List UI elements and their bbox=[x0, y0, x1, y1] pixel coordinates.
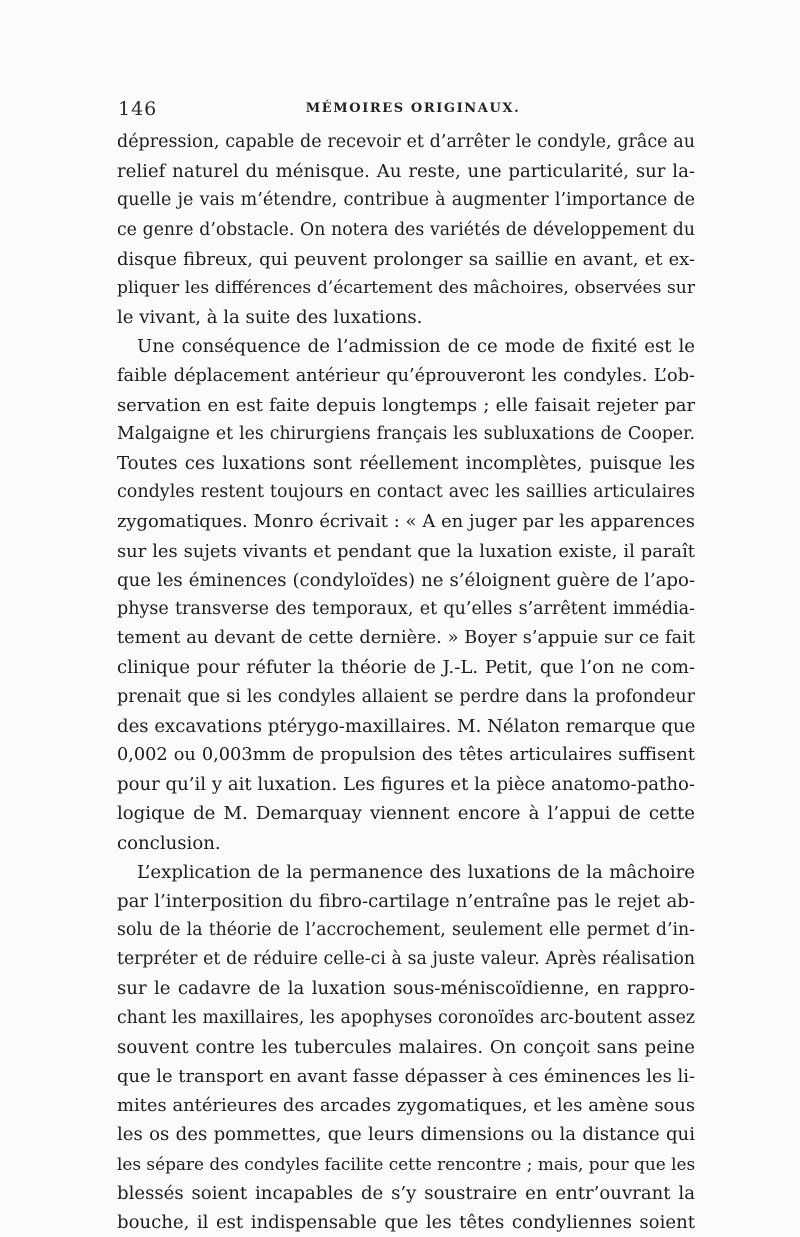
text-line: chant les maxillaires, les apophyses coronoïdes arc-boutent assez bbox=[117, 1007, 695, 1028]
text-line: mites antérieures des arcades zygomatiques, et les amène sous bbox=[117, 1095, 695, 1117]
text-line: sur les sujets vivants et pendant que la luxation existe, il paraît bbox=[117, 540, 695, 562]
text-line: zygomatiques. Monro écrivait : « A en juger par les apparences bbox=[117, 511, 695, 533]
text-line: les os des pommettes, que leurs dimensions ou la distance qui bbox=[117, 1124, 695, 1146]
text-line: que les éminences (condyloïdes) ne s’éloignent guère de l’apo- bbox=[117, 569, 695, 591]
paragraph-start-line: L’explication de la permanence des luxations de la mâchoire bbox=[137, 861, 695, 883]
text-line: terpréter et de réduire celle-ci à sa juste valeur. Après réalisation bbox=[117, 949, 695, 970]
text-line: 0,002 ou 0,003mm de propulsion des têtes articulaires suffisent bbox=[117, 744, 695, 765]
text-line: condyles restent toujours en contact avec les saillies articulaires bbox=[117, 482, 695, 503]
text-line: blessés soient incapables de s’y soustraire en entr’ouvrant la bbox=[117, 1182, 695, 1204]
text-line: sur le cadavre de la luxation sous-méniscoïdienne, en rappro- bbox=[117, 978, 695, 1000]
text-line: Malgaigne et les chirurgiens français les subluxations de Cooper. bbox=[117, 423, 695, 444]
running-title: MÉMOIRES ORIGINAUX. bbox=[305, 101, 521, 116]
text-line: le vivant, à la suite des luxations. bbox=[117, 307, 423, 329]
text-line: des excavations ptérygo-maxillaires. M. Nélaton remarque que bbox=[117, 715, 696, 737]
text-line: les sépare des condyles facilite cette rencontre ; mais, pour que les bbox=[117, 1153, 696, 1174]
text-line: pliquer les différences d’écartement des mâchoires, observées sur bbox=[117, 277, 695, 298]
text-line: dépression, capable de recevoir et d’arrêter le condyle, grâce au bbox=[117, 132, 695, 152]
text-line: faible déplacement antérieur qu’éprouveront les condyles. L’ob- bbox=[117, 365, 695, 386]
running-head bbox=[112, 98, 694, 120]
text-line: logique de M. Demarquay viennent encore à l’appui de cette bbox=[117, 803, 695, 825]
text-line: physe transverse des temporaux, et qu’elles s’arrêtent immédia- bbox=[117, 599, 695, 619]
text-line: tement au devant de cette dernière. » Boyer s’appuie sur ce fait bbox=[117, 628, 695, 649]
paragraph-start-line: Une conséquence de l’admission de ce mode de fixité est le bbox=[137, 336, 695, 358]
text-line: conclusion. bbox=[117, 832, 221, 854]
text-line: que le transport en avant fasse dépasser à ces éminences les li- bbox=[117, 1066, 695, 1087]
text-line: quelle je vais m’étendre, contribue à augmenter l’importance de bbox=[117, 190, 695, 211]
body-text bbox=[117, 128, 695, 1237]
text-line: bouche, il est indispensable que les têtes condyliennes soient bbox=[117, 1211, 695, 1233]
text-line: relief naturel du ménisque. Au reste, une particularité, sur la- bbox=[117, 161, 695, 183]
text-line: servation en est faite depuis longtemps ; elle faisait rejeter par bbox=[117, 394, 695, 416]
text-line: Toutes ces luxations sont réellement incomplètes, puisque les bbox=[117, 453, 695, 475]
page-number: 146 bbox=[118, 98, 158, 120]
text-line: disque fibreux, qui peuvent prolonger sa saillie en avant, et ex- bbox=[117, 248, 695, 270]
text-line: clinique pour réfuter la théorie de J.-L. Petit, que l’on ne com- bbox=[117, 657, 695, 679]
text-line: pour qu’il y ait luxation. Les figures et la pièce anatomo-patho- bbox=[117, 774, 695, 796]
text-line: ce genre d’obstacle. On notera des variétés de développement du bbox=[117, 219, 695, 240]
text-line: par l’interposition du fibro-cartilage n’entraîne pas le rejet ab- bbox=[117, 890, 695, 912]
text-line: souvent contre les tubercules malaires. On conçoit sans peine bbox=[117, 1036, 695, 1058]
text-line: solu de la théorie de l’accrochement, seulement elle permet d’in- bbox=[117, 920, 695, 941]
text-line: prenait que si les condyles allaient se perdre dans la profondeur bbox=[117, 686, 695, 707]
